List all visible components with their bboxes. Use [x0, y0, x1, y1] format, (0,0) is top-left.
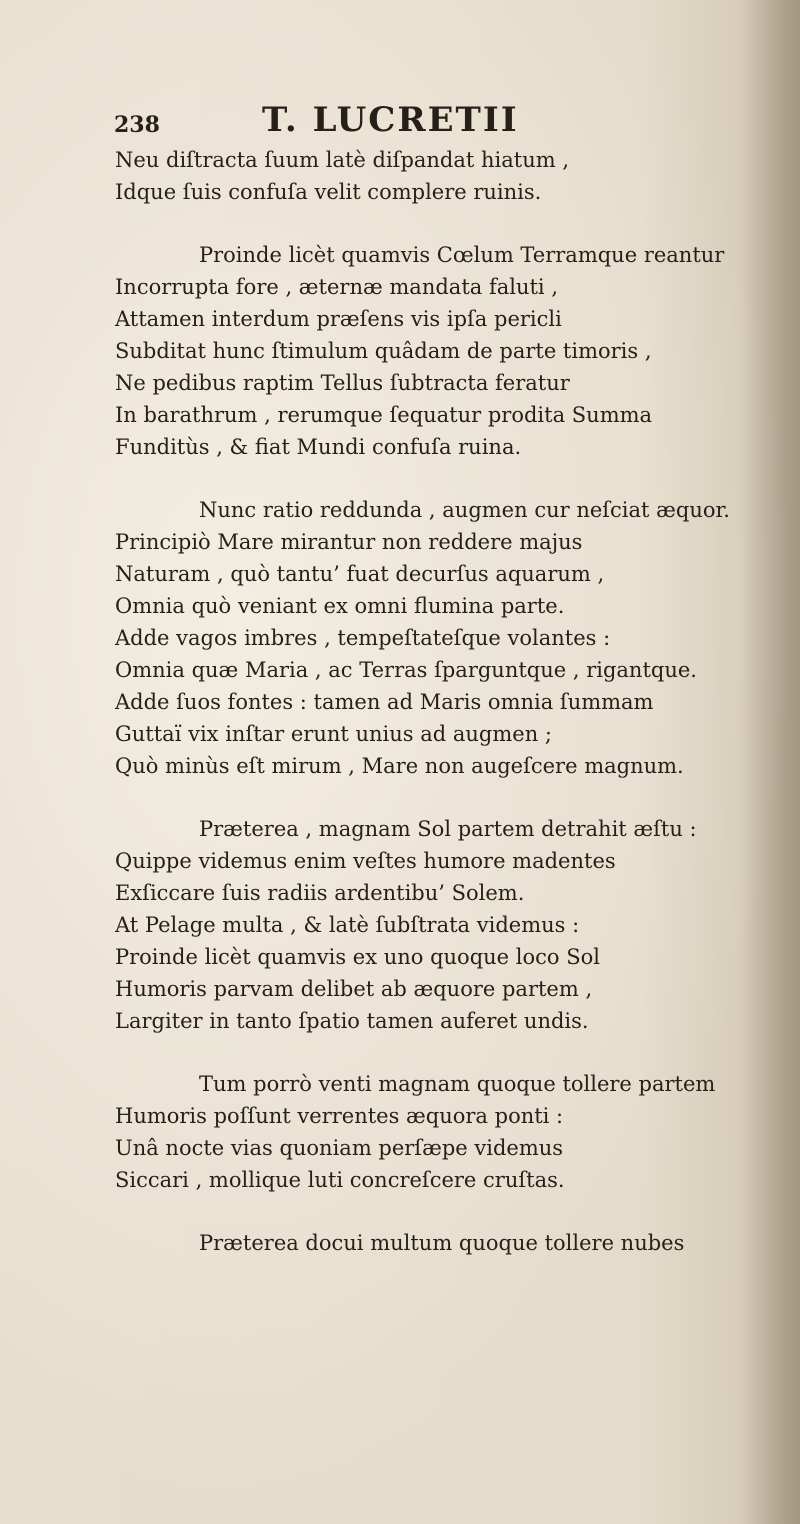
verse-line: Proinde licèt quamvis ex uno quoque loco Sol	[115, 945, 600, 969]
verse-line: In barathrum , rerumque ſequatur prodita Summa	[115, 403, 653, 427]
stanza	[115, 494, 755, 782]
verse-line: Proinde licèt quamvis Cœlum Terramque reantur	[199, 243, 725, 267]
poem-text	[115, 144, 755, 1290]
verse-line: Ne pedibus raptim Tellus ſubtracta feratur	[115, 371, 570, 395]
verse-line: Humoris parvam delibet ab æquore partem ,	[115, 977, 593, 1001]
verse-line: Humoris poſſunt verrentes æquora ponti :	[115, 1104, 564, 1128]
verse-line: Idque ſuis confuſa velit complere ruinis.	[115, 180, 542, 204]
stanza	[115, 239, 755, 463]
verse-line: Adde ſuos fontes : tamen ad Maris omnia ſummam	[115, 690, 654, 714]
verse-line: At Pelage multa , & latè ſubſtrata videmus :	[115, 913, 580, 937]
verse-line: Naturam , quò tantu’ fuat decurſus aquarum ,	[115, 562, 605, 586]
verse-line: Siccari , mollique luti concreſcere cruſtas.	[115, 1168, 565, 1192]
verse-line: Præterea , magnam Sol partem detrahit æſtu :	[199, 817, 697, 841]
running-title: T. LUCRETII	[262, 100, 519, 140]
page-header	[114, 100, 674, 144]
stanza	[115, 813, 755, 1037]
verse-line: Adde vagos imbres , tempeſtateſque volantes :	[115, 626, 611, 650]
verse-line: Omnia quæ Maria , ac Terras ſparguntque , rigantque.	[115, 658, 697, 682]
verse-line: Nunc ratio reddunda , augmen cur neſciat æquor.	[199, 498, 730, 522]
verse-line: Unâ nocte vias quoniam perſæpe videmus	[115, 1136, 564, 1160]
verse-line: Funditùs , & fiat Mundi confuſa ruina.	[115, 435, 522, 459]
stanza	[115, 1068, 755, 1196]
verse-line: Attamen interdum præſens vis ipſa pericli	[115, 307, 562, 331]
verse-line: Principiò Mare mirantur non reddere majus	[115, 530, 583, 554]
verse-line: Exſiccare ſuis radiis ardentibu’ Solem.	[115, 881, 525, 905]
page-number: 238	[114, 112, 160, 138]
verse-line: Largiter in tanto ſpatio tamen auferet undis.	[115, 1009, 589, 1033]
verse-line: Guttaï vix inſtar erunt unius ad augmen ;	[115, 722, 552, 746]
verse-line: Incorrupta fore , æternæ mandata faluti ,	[115, 275, 558, 299]
verse-line: Omnia quò veniant ex omni flumina parte.	[115, 594, 565, 618]
verse-line: Tum porrò venti magnam quoque tollere partem	[199, 1072, 716, 1096]
verse-line: Quippe videmus enim veſtes humore madentes	[115, 849, 616, 873]
verse-line: Quò minùs eſt mirum , Mare non augeſcere magnum.	[115, 754, 684, 778]
stanza	[115, 144, 755, 208]
stanza	[115, 1227, 755, 1259]
verse-line: Subditat hunc ſtimulum quâdam de parte timoris ,	[115, 339, 652, 363]
verse-line: Præterea docui multum quoque tollere nubes	[199, 1231, 685, 1255]
verse-line: Neu diſtracta ſuum latè diſpandat hiatum ,	[115, 148, 570, 172]
